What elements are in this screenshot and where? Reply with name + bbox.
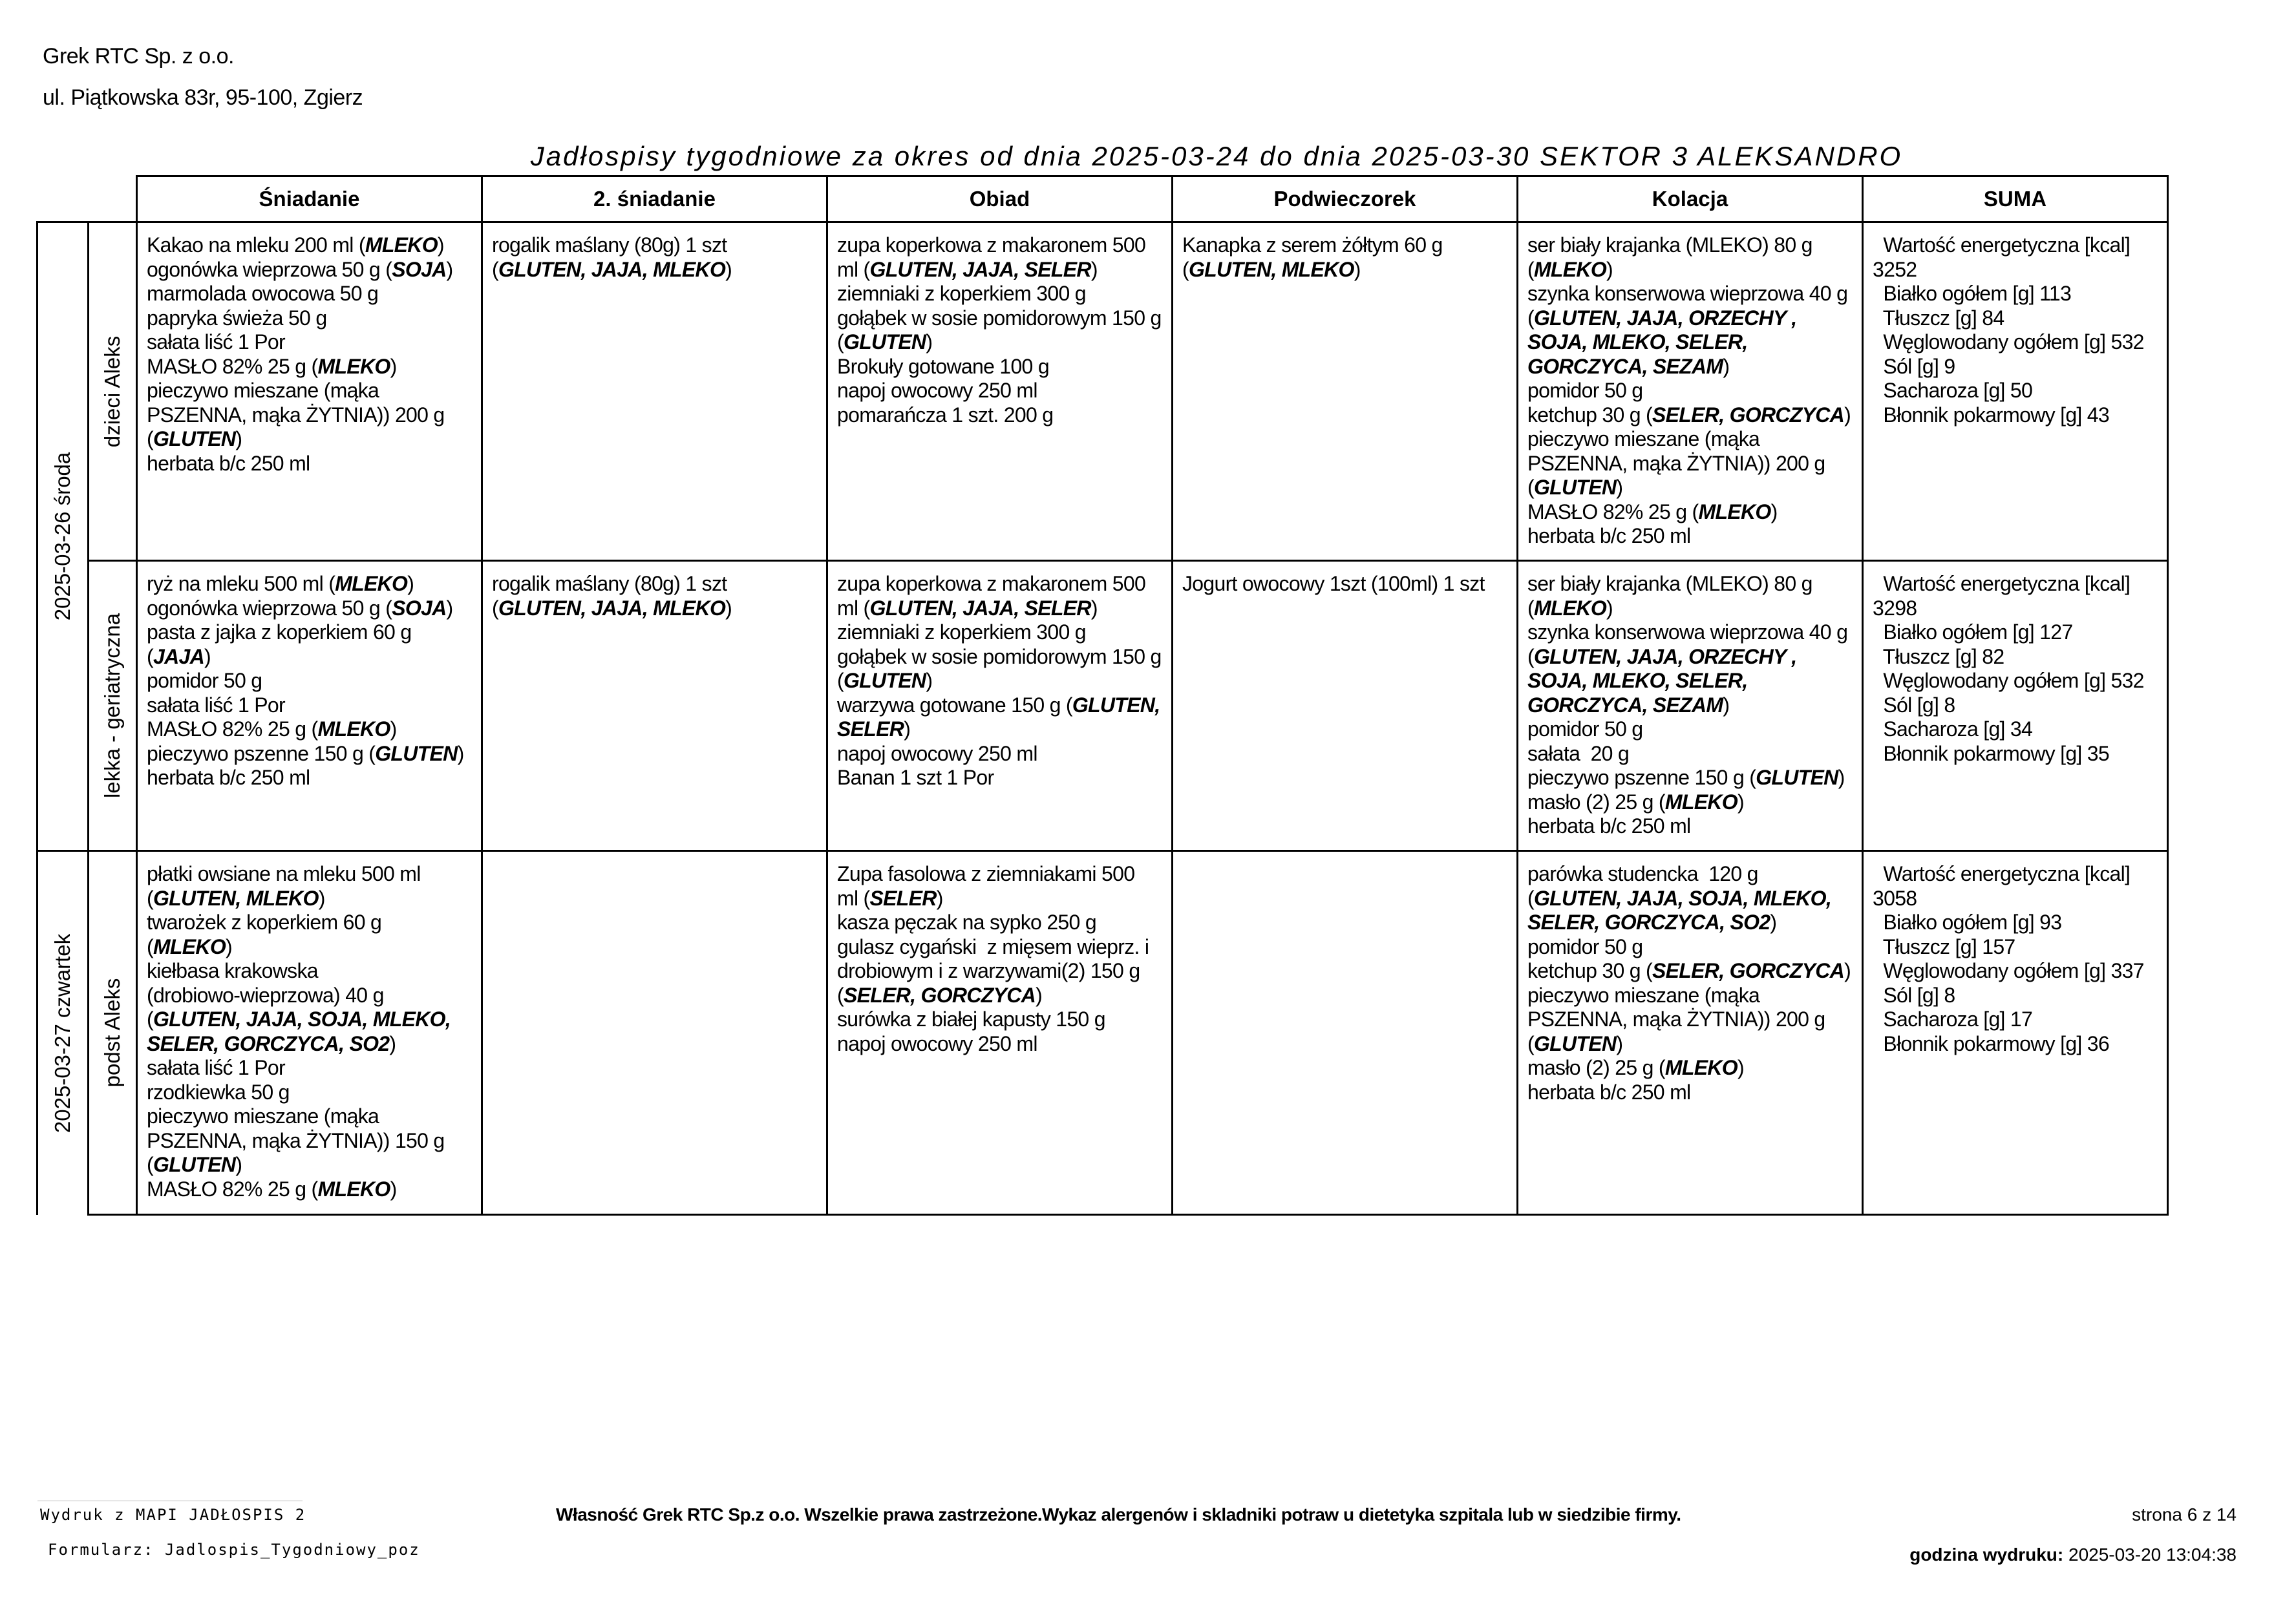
menu-line: ketchup 30 g (SELER, GORCZYCA) (1527, 403, 1851, 427)
menu-line: sałata 20 g (1527, 741, 1630, 765)
menu-line: (GLUTEN) (1527, 476, 1623, 499)
menu-line: Węglowodany ogółem [g] 532 (1873, 669, 2144, 692)
menu-line: (drobiowo-wieprzowa) 40 g (147, 983, 384, 1007)
menu-line: pasta z jajka z koperkiem 60 g (147, 620, 412, 644)
menu-line: Wartość energetyczna [kcal] (1873, 572, 2131, 595)
meal-cell-2-sniadanie (482, 851, 827, 1215)
menu-line: rzodkiewka 50 g (147, 1080, 290, 1104)
menu-line: (JAJA) (147, 644, 211, 668)
menu-line: Sacharoza [g] 34 (1873, 717, 2033, 741)
menu-line: kasza pęczak na sypko 250 g (837, 911, 1096, 934)
menu-line: pomidor 50 g (1527, 379, 1643, 402)
menu-line: herbata b/c 250 ml (1527, 814, 1691, 838)
print-time-value: 2025-03-20 13:04:38 (2068, 1545, 2237, 1565)
menu-line: SELER) (837, 717, 911, 741)
menu-line: rogalik maślany (80g) 1 szt (492, 572, 727, 595)
menu-line: ryż na mleku 500 ml (MLEKO) (147, 572, 414, 595)
menu-line: sałata liść 1 Por (147, 330, 285, 354)
menu-line: twarożek z koperkiem 60 g (147, 911, 382, 934)
menu-line: ogonówka wieprzowa 50 g (SOJA) (147, 257, 453, 281)
menu-line: pieczywo mieszane (mąka (147, 1104, 379, 1128)
ownership-note: Własność Grek RTC Sp.z o.o. Wszelkie prawa zastrzeżone.Wykaz alergenów i skladniki potraw u dietetyka szpitala lub w siedzibie firmy. (556, 1504, 1681, 1525)
print-time-label: godzina wydruku: (1909, 1545, 2064, 1565)
menu-line: Błonnik pokarmowy [g] 43 (1873, 403, 2109, 427)
print-time (1909, 1545, 2237, 1565)
menu-line: herbata b/c 250 ml (1527, 524, 1691, 547)
menu-line: (GLUTEN) (837, 330, 933, 354)
menu-line: ketchup 30 g (SELER, GORCZYCA) (1527, 959, 1851, 982)
menu-line: Wartość energetyczna [kcal] (1873, 862, 2131, 885)
menu-line: drobiowym i z warzywami(2) 150 g (837, 959, 1140, 982)
menu-line: pieczywo pszenne 150 g (GLUTEN) (147, 741, 464, 765)
menu-line: marmolada owocowa 50 g (147, 282, 379, 305)
form-label: Formularz: Jadlospis_Tygodniowy_poz (48, 1541, 420, 1559)
meal-cell-2-sniadanie (482, 561, 827, 851)
menu-line: Brokuły gotowane 100 g (837, 354, 1049, 378)
weekly-menu-table (36, 175, 2169, 1216)
menu-line: (GLUTEN, MLEKO) (1182, 257, 1361, 281)
menu-line: (GLUTEN, JAJA, SOJA, MLEKO, (147, 1008, 451, 1031)
menu-line: Tłuszcz [g] 157 (1873, 934, 2015, 958)
menu-line: (GLUTEN, MLEKO) (147, 886, 325, 910)
diet-name: podst Aleks (100, 978, 124, 1088)
menu-line: zupa koperkowa z makaronem 500 (837, 572, 1146, 595)
menu-line: pieczywo mieszane (mąka (1527, 983, 1760, 1007)
menu-line: Sól [g] 8 (1873, 693, 1955, 717)
menu-line: PSZENNA, mąka ŻYTNIA)) 150 g (147, 1128, 445, 1152)
table-row (37, 222, 2168, 561)
menu-line: warzywa gotowane 150 g (GLUTEN, (837, 693, 1160, 717)
meal-cell-obiad (827, 222, 1173, 561)
menu-line: pomidor 50 g (147, 669, 262, 692)
menu-line: SELER, GORCZYCA, SO2) (147, 1031, 396, 1055)
diet-name: lekka - geriatryczna (100, 613, 124, 799)
col-header-podwieczorek: Podwieczorek (1173, 176, 1518, 222)
menu-line: (GLUTEN, JAJA, ORZECHY , (1527, 306, 1797, 330)
col-header-suma: SUMA (1863, 176, 2168, 222)
menu-line: szynka konserwowa wieprzowa 40 g (1527, 620, 1848, 644)
menu-line: Tłuszcz [g] 84 (1873, 306, 2004, 330)
menu-line: MASŁO 82% 25 g (MLEKO) (1527, 500, 1778, 523)
header-row (37, 176, 2168, 222)
meal-cell-podwieczorek (1173, 561, 1518, 851)
menu-line: pomarańcza 1 szt. 200 g (837, 403, 1054, 427)
meal-cell-suma (1863, 222, 2168, 561)
table-row (37, 851, 2168, 1215)
menu-line: Zupa fasolowa z ziemniakami 500 (837, 862, 1135, 885)
menu-line: masło (2) 25 g (MLEKO) (1527, 1056, 1744, 1079)
menu-line: pomidor 50 g (1527, 717, 1643, 741)
company-name: Grek RTC Sp. z o.o. (43, 44, 234, 69)
menu-line: (MLEKO) (147, 934, 232, 958)
menu-line: (MLEKO) (1527, 596, 1613, 620)
meal-cell-podwieczorek (1173, 851, 1518, 1215)
menu-line: pieczywo pszenne 150 g (GLUTEN) (1527, 766, 1845, 789)
header-corner (89, 176, 137, 222)
col-header-kolacja: Kolacja (1518, 176, 1863, 222)
meal-cell-kolacja (1518, 851, 1863, 1215)
menu-line: (GLUTEN) (1527, 1031, 1623, 1055)
menu-line: Kakao na mleku 200 ml (MLEKO) (147, 233, 444, 257)
menu-line: kiełbasa krakowska (147, 959, 318, 982)
menu-line: Białko ogółem [g] 127 (1873, 620, 2073, 644)
diet-name: dzieci Aleks (100, 335, 124, 447)
menu-line: ziemniaki z koperkiem 300 g (837, 620, 1086, 644)
menu-line: ogonówka wieprzowa 50 g (SOJA) (147, 596, 453, 620)
menu-line: ml (SELER) (837, 886, 943, 910)
meal-cell-obiad (827, 561, 1173, 851)
header-corner (37, 176, 89, 222)
menu-line: herbata b/c 250 ml (147, 766, 310, 789)
menu-line: 3252 (1873, 257, 1917, 281)
menu-line: (GLUTEN) (837, 669, 933, 692)
printout-label: Wydruk z MAPI JADŁOSPIS 2 (40, 1506, 306, 1524)
diet-cell (89, 222, 137, 561)
menu-line: SOJA, MLEKO, SELER, (1527, 330, 1748, 354)
meal-cell-obiad (827, 851, 1173, 1215)
meal-cell-2-sniadanie (482, 222, 827, 561)
menu-line: Tłuszcz [g] 82 (1873, 644, 2004, 668)
menu-line: gulasz cygański z mięsem wieprz. i (837, 934, 1149, 958)
menu-line: MASŁO 82% 25 g (MLEKO) (147, 1177, 397, 1201)
menu-line: sałata liść 1 Por (147, 1056, 285, 1079)
menu-line: (SELER, GORCZYCA) (837, 983, 1043, 1007)
company-address: ul. Piątkowska 83r, 95-100, Zgierz (43, 85, 363, 110)
menu-line: (GLUTEN) (147, 427, 242, 450)
menu-line: PSZENNA, mąka ŻYTNIA)) 200 g (147, 403, 445, 427)
menu-line: ziemniaki z koperkiem 300 g (837, 282, 1086, 305)
menu-line: (GLUTEN) (147, 1153, 242, 1176)
menu-line: MASŁO 82% 25 g (MLEKO) (147, 717, 397, 741)
meal-cell-suma (1863, 851, 2168, 1215)
menu-line: Sacharoza [g] 50 (1873, 379, 2033, 402)
menu-line: napoj owocowy 250 ml (837, 379, 1037, 402)
menu-line: ml (GLUTEN, JAJA, SELER) (837, 257, 1098, 281)
menu-line: pieczywo mieszane (mąka (1527, 427, 1760, 450)
menu-line: Białko ogółem [g] 113 (1873, 282, 2072, 305)
menu-line: surówka z białej kapusty 150 g (837, 1008, 1105, 1031)
menu-line: SOJA, MLEKO, SELER, (1527, 669, 1748, 692)
meal-cell-kolacja (1518, 561, 1863, 851)
menu-line: Błonnik pokarmowy [g] 35 (1873, 741, 2109, 765)
menu-line: parówka studencka 120 g (1527, 862, 1758, 885)
menu-line: gołąbek w sosie pomidorowym 150 g (837, 644, 1162, 668)
day-date-cell (37, 851, 89, 1215)
menu-line: Węglowodany ogółem [g] 337 (1873, 959, 2144, 982)
menu-line: napoj owocowy 250 ml (837, 1031, 1037, 1055)
menu-line: (GLUTEN, JAJA, SOJA, MLEKO, (1527, 886, 1832, 910)
menu-line: sałata liść 1 Por (147, 693, 285, 717)
menu-line: PSZENNA, mąka ŻYTNIA)) 200 g (1527, 451, 1825, 475)
menu-line: pomidor 50 g (1527, 934, 1643, 958)
menu-line: herbata b/c 250 ml (147, 451, 310, 475)
menu-line: (GLUTEN, JAJA, MLEKO) (492, 596, 732, 620)
page-number: strona 6 z 14 (2132, 1504, 2237, 1525)
menu-line: Kanapka z serem żółtym 60 g (1182, 233, 1443, 257)
menu-line: Wartość energetyczna [kcal] (1873, 233, 2131, 257)
diet-cell (89, 851, 137, 1215)
meal-cell-suma (1863, 561, 2168, 851)
col-header-sniadanie: Śniadanie (137, 176, 482, 222)
menu-line: papryka świeża 50 g (147, 306, 327, 330)
menu-line: ser biały krajanka (MLEKO) 80 g (1527, 233, 1812, 257)
menu-line: szynka konserwowa wieprzowa 40 g (1527, 282, 1848, 305)
page-title: Jadłospisy tygodniowe za okres od dnia 2025-03-24 do dnia 2025-03-30 SEKTOR 3 ALEKSANDRO (530, 141, 1903, 171)
menu-line: PSZENNA, mąka ŻYTNIA)) 200 g (1527, 1008, 1825, 1031)
table-row (37, 561, 2168, 851)
menu-line: Sól [g] 9 (1873, 354, 1955, 378)
menu-line: MASŁO 82% 25 g (MLEKO) (147, 354, 397, 378)
menu-line: Jogurt owocowy 1szt (100ml) 1 szt (1182, 572, 1485, 595)
menu-line: masło (2) 25 g (MLEKO) (1527, 790, 1744, 814)
menu-line: Sacharoza [g] 17 (1873, 1008, 2033, 1031)
col-header-obiad: Obiad (827, 176, 1173, 222)
menu-line: rogalik maślany (80g) 1 szt (492, 233, 727, 257)
menu-line: (GLUTEN, JAJA, ORZECHY , (1527, 644, 1797, 668)
menu-line: 3058 (1873, 886, 1917, 910)
menu-line: (MLEKO) (1527, 257, 1613, 281)
day-date-cell (37, 222, 89, 851)
menu-line: gołąbek w sosie pomidorowym 150 g (837, 306, 1162, 330)
menu-line: GORCZYCA, SEZAM) (1527, 693, 1730, 717)
diet-cell (89, 561, 137, 851)
menu-line: SELER, GORCZYCA, SO2) (1527, 911, 1777, 934)
meal-cell-sniadanie (137, 851, 482, 1215)
menu-line: napoj owocowy 250 ml (837, 741, 1037, 765)
meal-cell-sniadanie (137, 561, 482, 851)
day-date: 2025-03-27 czwartek (50, 933, 74, 1133)
menu-line: zupa koperkowa z makaronem 500 (837, 233, 1146, 257)
menu-line: 3298 (1873, 596, 1917, 620)
col-header-2-sniadanie: 2. śniadanie (482, 176, 827, 222)
menu-line: Białko ogółem [g] 93 (1873, 911, 2062, 934)
menu-line: herbata b/c 250 ml (1527, 1080, 1691, 1104)
meal-cell-sniadanie (137, 222, 482, 561)
day-date: 2025-03-26 środa (50, 452, 74, 621)
menu-line: GORCZYCA, SEZAM) (1527, 354, 1730, 378)
menu-line: Błonnik pokarmowy [g] 36 (1873, 1031, 2109, 1055)
menu-line: Sól [g] 8 (1873, 983, 1955, 1007)
meal-cell-podwieczorek (1173, 222, 1518, 561)
menu-line: Banan 1 szt 1 Por (837, 766, 994, 789)
menu-line: pieczywo mieszane (mąka (147, 379, 379, 402)
menu-line: Węglowodany ogółem [g] 532 (1873, 330, 2144, 354)
menu-line: płatki owsiane na mleku 500 ml (147, 862, 421, 885)
menu-line: (GLUTEN, JAJA, MLEKO) (492, 257, 732, 281)
menu-line: ser biały krajanka (MLEKO) 80 g (1527, 572, 1812, 595)
meal-cell-kolacja (1518, 222, 1863, 561)
menu-line: ml (GLUTEN, JAJA, SELER) (837, 596, 1098, 620)
